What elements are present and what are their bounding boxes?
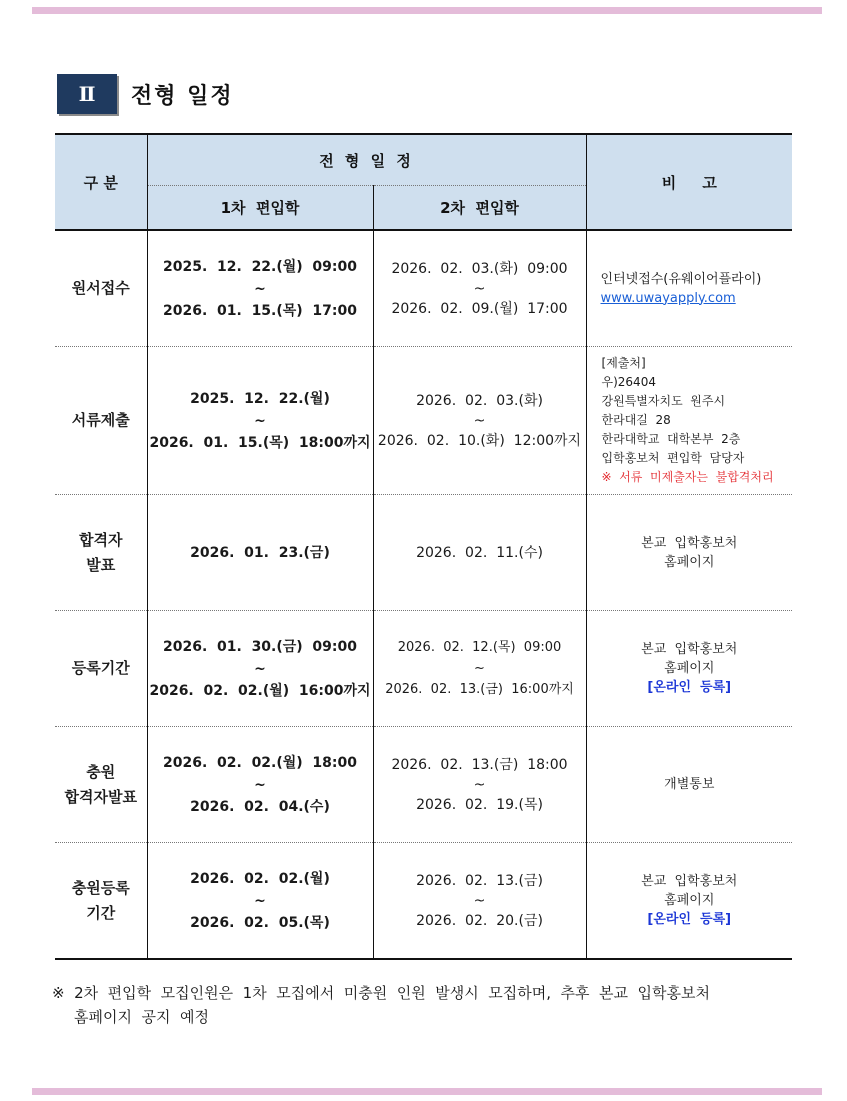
header-schedule: 전 형 일 정 bbox=[147, 134, 586, 186]
row-label bbox=[55, 495, 147, 611]
row-label bbox=[55, 843, 147, 960]
remarks-line: 우)26404 bbox=[601, 375, 656, 389]
footnote bbox=[52, 981, 772, 1029]
second-round-date bbox=[373, 230, 586, 347]
row-label bbox=[55, 347, 147, 495]
footnote-line: 홈페이지 공지 예정 bbox=[74, 1008, 209, 1026]
remarks-line: 본교 입학홍보처 bbox=[641, 535, 738, 551]
date-start: 2026. 02. 13.(금) 18:00 bbox=[391, 756, 568, 773]
first-round-date bbox=[147, 230, 373, 347]
date-start: 2025. 12. 22.(월) bbox=[190, 390, 330, 407]
date-start: 2026. 02. 02.(월) 18:00 bbox=[162, 754, 357, 771]
row-label-line: 기간 bbox=[86, 903, 116, 922]
remarks-cell bbox=[586, 611, 792, 727]
row-label-line: 충원등록 bbox=[71, 878, 130, 897]
remarks-line: 홈페이지 bbox=[664, 893, 715, 908]
date-separator: ~ bbox=[473, 776, 486, 793]
table-row bbox=[55, 495, 792, 611]
table-row bbox=[55, 347, 792, 495]
first-round-date bbox=[147, 495, 373, 611]
remarks-cell bbox=[586, 230, 792, 347]
date-separator: ~ bbox=[473, 892, 486, 909]
date-single: 2026. 01. 23.(금) bbox=[190, 544, 330, 561]
date-start: 2026. 02. 02.(월) bbox=[190, 870, 330, 887]
online-registration-note: [온라인 등록] bbox=[647, 680, 732, 695]
second-round-date bbox=[373, 727, 586, 843]
date-end: 2026. 02. 19.(목) bbox=[416, 796, 543, 813]
second-round-date bbox=[373, 347, 586, 495]
online-registration-note: [온라인 등록] bbox=[647, 912, 732, 927]
date-separator: ~ bbox=[254, 412, 266, 429]
date-end: 2026. 02. 10.(화) 12:00까지 bbox=[377, 432, 582, 449]
remarks-cell bbox=[586, 495, 792, 611]
second-round-date bbox=[373, 843, 586, 960]
warning-note: ※ 서류 미제출자는 불합격처리 bbox=[601, 470, 774, 484]
row-label bbox=[55, 611, 147, 727]
date-separator: ~ bbox=[254, 660, 266, 677]
date-end: 2026. 02. 04.(수) bbox=[190, 798, 330, 815]
remarks-line: 한라대길 28 bbox=[601, 413, 671, 427]
footnote-line: ※ 2차 편입학 모집인원은 1차 모집에서 미충원 인원 발생시 모집하며, 추후 본교 입학홍보처 bbox=[52, 984, 711, 1002]
row-label-line: 등록기간 bbox=[71, 659, 130, 677]
remarks-line: 입학홍보처 편입학 담당자 bbox=[601, 451, 745, 465]
date-end: 2026. 01. 15.(목) 18:00까지 bbox=[149, 434, 371, 451]
second-round-date bbox=[373, 495, 586, 611]
date-separator: ~ bbox=[254, 280, 266, 297]
first-round-date bbox=[147, 347, 373, 495]
remarks-cell bbox=[586, 843, 792, 960]
table-row bbox=[55, 843, 792, 960]
remarks-line: 홈페이지 bbox=[664, 554, 715, 570]
date-end: 2026. 02. 20.(금) bbox=[416, 912, 543, 929]
date-separator: ~ bbox=[254, 776, 266, 793]
date-end: 2026. 02. 13.(금) 16:00까지 bbox=[385, 682, 574, 697]
header-first-round: 1차 편입학 bbox=[147, 186, 373, 231]
date-end: 2026. 01. 15.(목) 17:00 bbox=[162, 302, 357, 319]
section-title: 전형 일정 bbox=[131, 83, 234, 109]
date-end: 2026. 02. 02.(월) 16:00까지 bbox=[149, 682, 371, 699]
section-number: Ⅱ bbox=[57, 74, 117, 114]
row-label bbox=[55, 230, 147, 347]
row-label-line: 합격자발표 bbox=[64, 787, 137, 806]
second-round-date bbox=[373, 611, 586, 727]
date-start: 2026. 02. 12.(목) 09:00 bbox=[397, 640, 562, 655]
remarks-line: 본교 입학홍보처 bbox=[641, 642, 738, 657]
remarks-line: 인터넷접수(유웨이어플라이) bbox=[600, 271, 762, 287]
header-second-round: 2차 편입학 bbox=[373, 186, 586, 231]
remarks-cell bbox=[586, 347, 792, 495]
date-end: 2026. 02. 05.(목) bbox=[190, 914, 330, 931]
remarks-line: 강원특별자치도 원주시 bbox=[601, 394, 726, 408]
first-round-date bbox=[147, 727, 373, 843]
uwayapply-link[interactable]: www.uwayapply.com bbox=[600, 290, 736, 306]
header-category: 구 분 bbox=[55, 134, 147, 230]
schedule-table bbox=[55, 133, 792, 960]
remarks-cell bbox=[586, 727, 792, 843]
remarks-line: 홈페이지 bbox=[664, 661, 715, 676]
table-row bbox=[55, 230, 792, 347]
date-start: 2025. 12. 22.(월) 09:00 bbox=[162, 258, 357, 275]
date-start: 2026. 02. 13.(금) bbox=[416, 872, 543, 889]
date-separator: ~ bbox=[254, 892, 266, 909]
row-label-line: 발표 bbox=[86, 555, 116, 574]
row-label-line: 충원 bbox=[86, 762, 116, 781]
row-label-line: 원서접수 bbox=[71, 279, 130, 297]
date-start: 2026. 02. 03.(화) bbox=[416, 392, 543, 409]
remarks-line: 개별통보 bbox=[664, 777, 715, 792]
row-label-line: 합격자 bbox=[79, 530, 123, 549]
bottom-decor-bar bbox=[32, 1088, 822, 1095]
date-separator: ~ bbox=[473, 280, 486, 297]
first-round-date bbox=[147, 843, 373, 960]
row-label-line: 서류제출 bbox=[71, 411, 130, 429]
date-end: 2026. 02. 09.(월) 17:00 bbox=[391, 300, 568, 317]
remarks-line: 한라대학교 대학본부 2층 bbox=[601, 432, 741, 446]
section-header bbox=[57, 74, 234, 114]
row-label bbox=[55, 727, 147, 843]
date-separator: ~ bbox=[473, 412, 486, 429]
top-decor-bar bbox=[32, 7, 822, 14]
table-row bbox=[55, 611, 792, 727]
date-start: 2026. 02. 03.(화) 09:00 bbox=[391, 260, 568, 277]
header-remarks: 비 고 bbox=[586, 134, 792, 230]
date-single: 2026. 02. 11.(수) bbox=[416, 544, 543, 561]
date-start: 2026. 01. 30.(금) 09:00 bbox=[162, 638, 357, 655]
date-separator: ~ bbox=[474, 661, 485, 676]
remarks-line: 본교 입학홍보처 bbox=[641, 874, 738, 889]
remarks-line: [제출처] bbox=[601, 356, 646, 370]
first-round-date bbox=[147, 611, 373, 727]
table-row bbox=[55, 727, 792, 843]
